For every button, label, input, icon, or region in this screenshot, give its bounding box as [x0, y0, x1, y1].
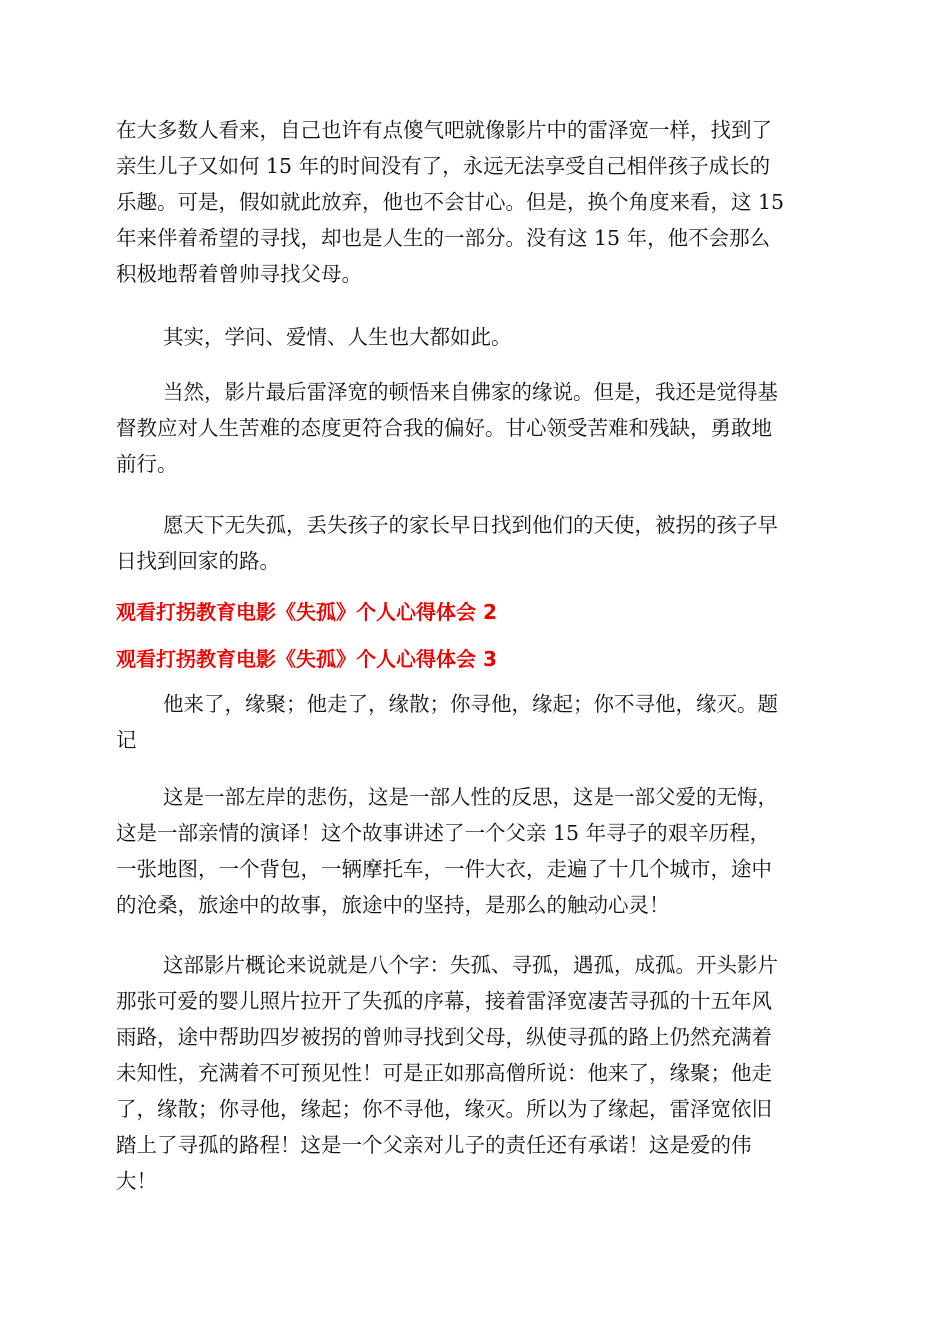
paragraph — [116, 374, 832, 482]
paragraph-line: 在大多数人看来，自己也许有点傻气吧就像影片中的雷泽宽一样，找到了 — [116, 118, 772, 142]
paragraph-line: 那张可爱的婴儿照片拉开了失孤的序幕，接着雷泽宽凄苦寻孤的十五年风 — [116, 989, 772, 1013]
paragraph-line: 雨路，途中帮助四岁被拐的曾帅寻找到父母，纵使寻孤的路上仍然充满着 — [116, 1025, 772, 1049]
paragraph — [116, 947, 832, 1199]
paragraph — [116, 112, 832, 292]
paragraph-line: 的沧桑，旅途中的故事，旅途中的坚持，是那么的触动心灵！ — [116, 893, 670, 917]
paragraph-line: 这部影片概论来说就是八个字：失孤、寻孤，遇孤，成孤。开头影片 — [163, 953, 778, 977]
paragraph-line: 其实，学问、爱情、人生也大都如此。 — [163, 325, 512, 349]
paragraph-line: 未知性，充满着不可预见性！可是正如那高僧所说：他来了，缘聚；他走 — [116, 1061, 772, 1085]
paragraph-line: 愿天下无失孤，丢失孩子的家长早日找到他们的天使，被拐的孩子早 — [163, 513, 778, 537]
paragraph — [116, 507, 832, 579]
paragraph-line: 年来伴着希望的寻找，却也是人生的一部分。没有这 15 年，他不会那么 — [116, 226, 771, 250]
paragraph-line: 这是一部左岸的悲伤，这是一部人性的反思，这是一部父爱的无悔， — [163, 785, 778, 809]
paragraph-line: 积极地帮着曾帅寻找父母。 — [116, 262, 362, 286]
paragraph-line: 督教应对人生苦难的态度更符合我的偏好。甘心领受苦难和残缺，勇敢地 — [116, 416, 772, 440]
section-heading: 观看打拐教育电影《失孤》个人心得体会 2 — [116, 600, 497, 624]
paragraph-line: 了，缘散；你寻他，缘起；你不寻他，缘灭。所以为了缘起，雷泽宽依旧 — [116, 1097, 772, 1121]
paragraph-line: 大！ — [116, 1169, 157, 1193]
paragraph — [116, 779, 832, 923]
paragraph-line: 亲生儿子又如何 15 年的时间没有了，永远无法享受自己相伴孩子成长的 — [116, 154, 771, 178]
paragraph-line: 记 — [116, 728, 137, 752]
paragraph-line: 这是一部亲情的演译！这个故事讲述了一个父亲 15 年寻子的艰辛历程， — [116, 821, 771, 845]
paragraph-line: 踏上了寻孤的路程！这是一个父亲对儿子的责任还有承诺！这是爱的伟 — [116, 1133, 752, 1157]
paragraph-line: 他来了，缘聚；他走了，缘散；你寻他，缘起；你不寻他，缘灭。题 — [163, 692, 778, 716]
paragraph-line: 日找到回家的路。 — [116, 549, 280, 573]
paragraph — [116, 319, 832, 355]
paragraph — [116, 686, 832, 758]
paragraph-line: 一张地图，一个背包，一辆摩托车，一件大衣，走遍了十几个城市，途中 — [116, 857, 772, 881]
paragraph-line: 前行。 — [116, 452, 178, 476]
paragraph-line: 乐趣。可是，假如就此放弃，他也不会甘心。但是，换个角度来看，这 15 — [116, 190, 785, 214]
section-heading: 观看打拐教育电影《失孤》个人心得体会 3 — [116, 647, 497, 671]
paragraph-line: 当然，影片最后雷泽宽的顿悟来自佛家的缘说。但是，我还是觉得基 — [163, 380, 778, 404]
